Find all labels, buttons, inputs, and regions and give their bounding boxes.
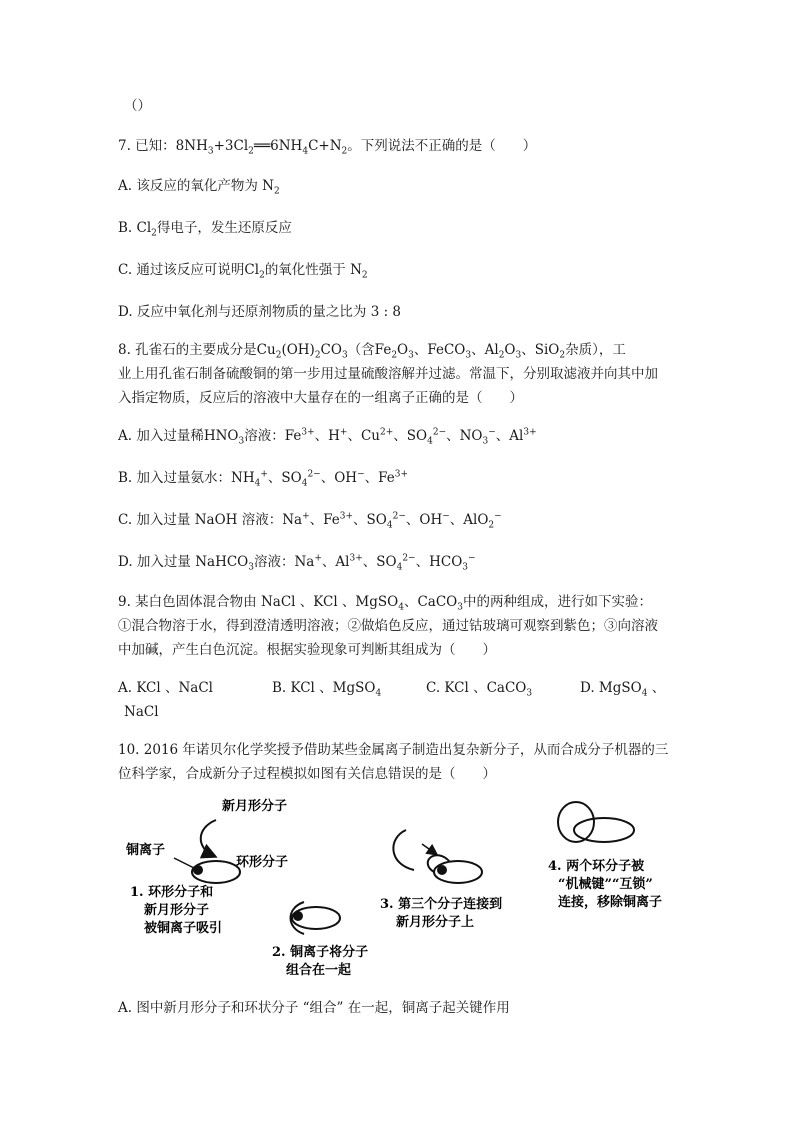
copper-ion-2 <box>293 911 303 921</box>
step3-line2: 新月形分子上 <box>396 915 475 930</box>
copper-ion-3 <box>437 865 447 875</box>
q9-option-c: C. KCl 、CaCO$_3$ <box>426 680 533 699</box>
molecular-machine-diagram <box>118 792 678 992</box>
q6-tail: （） <box>124 98 151 114</box>
label-copper-ion: 铜离子 <box>126 843 166 858</box>
q8-stem-line1: 8. 孔雀石的主要成分是$Cu_2(OH)_2CO_3$（含$Fe_2O_3$、FeCO$_3$、$Al_2O_3$、SiO$_2$杂质），工 <box>118 342 626 361</box>
q8-option-d: D. 加入过量 NaHCO$_3$溶液：Na+、$Al^{3+}$、$SO_4^{2-}$、$HCO_3^-$ <box>118 553 476 573</box>
q10-stem-line1: 10. 2016 年诺贝尔化学奖授予借助某些金属离子制造出复杂新分子，从而合成分子机器的三 <box>118 742 669 758</box>
step2-line2: 组合在一起 <box>286 963 352 978</box>
q10-option-a: A. 图中新月形分子和环状分子 “组合” 在一起，铜离子起关键作用 <box>118 1000 510 1016</box>
q8-stem-line2: 业上用孔雀石制备硫酸铜的第一步用过量硫酸溶解并过滤。常温下，分别取滤液并向其中加 <box>118 366 658 382</box>
q8-option-b: B. 加入过量氨水：$NH_4^+$、$SO_4^{2-}$、OH−、$Fe^{3+}$ <box>118 469 409 489</box>
q8-option-a: A. 加入过量稀$HNO_3$溶液：$Fe^{3+}$、H+、$Cu^{2+}$、$SO_4^{2-}$、$NO_3^-$、$Al^{3+}$ <box>118 427 537 447</box>
step1-line2: 新月形分子 <box>144 903 210 918</box>
arrow-3 <box>422 844 436 854</box>
step3-line1: 3. 第三个分子连接到 <box>380 897 503 912</box>
q8-option-c: C. 加入过量 NaOH 溶液：Na+、$Fe^{3+}$、$SO_4^{2-}$、OH−、AlO$_2$− <box>118 511 502 531</box>
q7-option-b: B. $Cl_2$得电子，发生还原反应 <box>118 220 292 239</box>
ring-a <box>558 802 594 842</box>
step4-line3: 连接，移除铜离子 <box>558 895 663 910</box>
ring-b <box>574 818 634 842</box>
crescent-molecule-3 <box>393 830 414 870</box>
q9-stem-line1: 9. 某白色固体混合物由 NaCl 、KCl 、MgSO$_4$、CaCO$_3$中的两种组成，进行如下实验： <box>118 594 652 613</box>
q8-stem-line3: 入指定物质，反应后的溶液中大量存在的一组离子正确的是（ ） <box>118 390 523 406</box>
step4-line1: 4. 两个环分子被 <box>548 859 645 874</box>
q9-option-d: D. MgSO$_4$ 、 <box>580 680 666 699</box>
q9-option-b: B. KCl 、MgSO$_4$ <box>272 680 382 699</box>
q9-option-d-cont: NaCl <box>124 704 159 720</box>
q7-option-d: D. 反应中氧化剂与还原剂物质的量之比为 3 : 8 <box>118 304 402 320</box>
step2-line1: 2. 铜离子将分子 <box>272 945 369 960</box>
q9-stem-line2: ①混合物溶于水，得到澄清透明溶液；②做焰色反应，通过钴玻璃可观察到紫色；③向溶液 <box>118 618 658 634</box>
label-crescent: 新月形分子 <box>222 799 288 814</box>
step1-line3: 被铜离子吸引 <box>144 921 223 936</box>
label-ring: 环形分子 <box>236 855 289 870</box>
crescent-molecule-1 <box>201 820 216 856</box>
step1-line1: 1. 环形分子和 <box>130 885 214 900</box>
q9-stem-line3: 中加碱，产生白色沉淀。根据实验现象可判断其组成为（ ） <box>118 642 496 658</box>
step4-line2: “机械键”“互锁” <box>558 877 653 892</box>
copper-pointer <box>174 858 194 868</box>
q9-option-a: A. KCl 、NaCl <box>118 680 214 696</box>
q10-stem-line2: 位科学家，合成新分子过程模拟如图有关信息错误的是（ ） <box>118 766 496 782</box>
q7-option-c: C. 通过该反应可说明$Cl_2$的氧化性强于 $N_2$ <box>118 262 368 281</box>
q7-stem: 7. 已知：$8NH_3+3Cl_2══6NH_4C+N_2$。下列说法不正确的是（ ） <box>118 138 537 157</box>
q7-option-a: A. 该反应的氧化产物为 $N_2$ <box>118 178 280 197</box>
